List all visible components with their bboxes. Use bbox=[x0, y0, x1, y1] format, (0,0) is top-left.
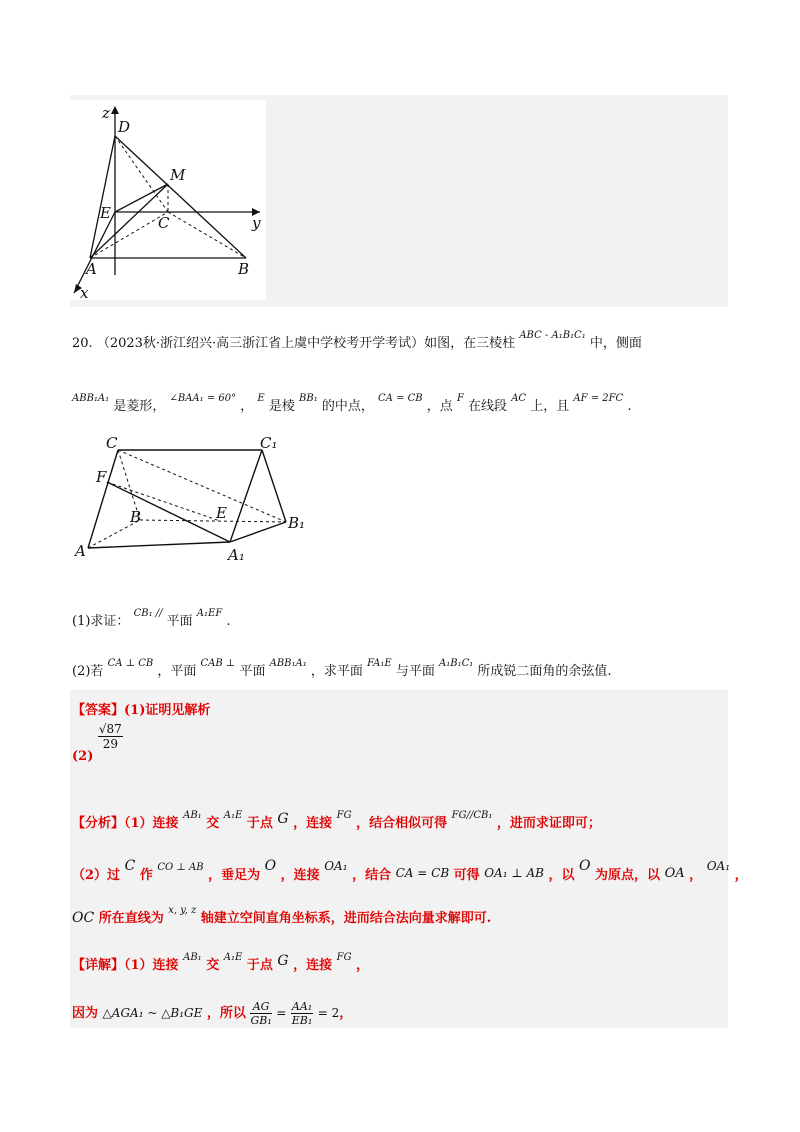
detail-text: ， bbox=[339, 1006, 353, 1021]
fraction-ag-gb1 bbox=[250, 1000, 271, 1027]
analysis-text: 交 bbox=[206, 816, 220, 831]
detail-text: 因为 bbox=[72, 1006, 99, 1021]
math-c: C bbox=[124, 858, 136, 874]
answer-numerator: √87 bbox=[98, 722, 122, 736]
math-F: F bbox=[456, 393, 464, 404]
math-a1ef: A₁EF bbox=[196, 608, 223, 619]
q1-end: . bbox=[226, 614, 231, 629]
analysis-text: 所在直线为 bbox=[98, 911, 164, 926]
math-prism: ABC - A₁B₁C₁ bbox=[519, 330, 586, 341]
label-C: C bbox=[158, 214, 170, 232]
answer-part-1: (1)证明见解析 bbox=[124, 703, 211, 718]
problem-text: 上，且 bbox=[530, 399, 570, 414]
fraction-numerator: AG bbox=[250, 1000, 271, 1014]
label-A: A bbox=[86, 260, 97, 278]
analysis-text: ，结合相似可得 bbox=[356, 816, 448, 831]
fraction-denominator: EB₁ bbox=[291, 1014, 313, 1027]
analysis-text: 为原点，以 bbox=[595, 868, 661, 883]
math-similar-triangles: △AGA₁ ~ △B₁GE bbox=[102, 1006, 203, 1020]
solution-background bbox=[70, 690, 731, 1028]
analysis-text: 作 bbox=[139, 868, 153, 883]
problem-source: （2023秋·浙江绍兴·高三浙江省上虞中学校考开学考试）如图，在三棱柱 bbox=[96, 336, 516, 351]
math-cab-perp: CAB ⊥ bbox=[200, 658, 236, 669]
math-BB1: BB₁ bbox=[299, 393, 318, 404]
label-F: F bbox=[96, 468, 107, 486]
detail-line-2 bbox=[72, 1000, 352, 1027]
question-1 bbox=[72, 610, 231, 629]
label-B1: B₁ bbox=[288, 514, 306, 532]
label-E: E bbox=[216, 504, 227, 522]
problem-text: ， bbox=[240, 399, 254, 414]
math-o: O bbox=[579, 858, 591, 874]
problem-text: 在线段 bbox=[468, 399, 508, 414]
label-A: A bbox=[75, 542, 86, 560]
q2-text: 与平面 bbox=[395, 664, 435, 679]
problem-line-1 bbox=[72, 332, 642, 351]
analysis-text: ，进而求证即可； bbox=[496, 816, 601, 831]
q2-text: 所成锐二面角的余弦值. bbox=[477, 664, 612, 679]
label-B: B bbox=[238, 260, 250, 278]
fraction-aa1-eb1 bbox=[291, 1000, 313, 1027]
math-fg: FG bbox=[336, 952, 352, 963]
question-2 bbox=[72, 660, 612, 679]
analysis-line-2 bbox=[72, 858, 748, 883]
q2-text: ，平面 bbox=[157, 664, 197, 679]
q1-prefix: (1)求证： bbox=[72, 614, 130, 629]
analysis-text: ，以 bbox=[548, 868, 575, 883]
detail-text: 于点 bbox=[246, 958, 273, 973]
math-oa: OA bbox=[664, 866, 685, 881]
math-fg: FG bbox=[336, 810, 352, 821]
problem-text: ，点 bbox=[426, 399, 453, 414]
math-abb1a1: ABB₁A₁ bbox=[269, 658, 307, 669]
label-x: x bbox=[80, 284, 89, 300]
problem-text: 的中点， bbox=[321, 399, 374, 414]
math-o: O bbox=[264, 858, 277, 874]
analysis-text: 可得 bbox=[453, 868, 480, 883]
math-ab1: AB₁ bbox=[183, 952, 202, 963]
answer-denominator: 29 bbox=[102, 737, 118, 751]
analysis-text: ， bbox=[689, 868, 703, 883]
problem-text: . bbox=[627, 399, 632, 414]
analysis-text: （2）过 bbox=[72, 868, 121, 883]
math-co-perp-ab: CO ⊥ AB bbox=[157, 862, 204, 873]
detail-text: ，连接 bbox=[293, 958, 333, 973]
math-AC: AC bbox=[511, 393, 527, 404]
detail-line-1 bbox=[72, 954, 369, 973]
fraction-numerator: AA₁ bbox=[291, 1000, 313, 1013]
label-B: B bbox=[130, 508, 142, 526]
math-oa1-perp-ab: OA₁ ⊥ AB bbox=[484, 866, 544, 880]
math-oa1: OA₁ bbox=[706, 859, 731, 873]
answer-fraction bbox=[98, 722, 123, 751]
label-M: M bbox=[170, 166, 186, 184]
math-g: G bbox=[277, 953, 289, 969]
detail-text: 交 bbox=[206, 958, 220, 973]
problem-text: 是菱形， bbox=[113, 399, 166, 414]
math-angle: ∠BAA₁ = 60° bbox=[169, 393, 237, 404]
answer-line-1 bbox=[72, 699, 210, 718]
math-a1e: A₁E bbox=[223, 952, 243, 963]
analysis-line-1 bbox=[72, 812, 601, 831]
analysis-label: 【分析】 bbox=[72, 816, 125, 831]
label-D: D bbox=[118, 118, 131, 136]
fraction-denominator: GB₁ bbox=[250, 1014, 272, 1027]
analysis-text: ，连接 bbox=[293, 816, 333, 831]
analysis-text: 于点 bbox=[246, 816, 273, 831]
coordinate-figure-svg bbox=[70, 100, 266, 300]
detail-text: ， bbox=[356, 958, 370, 973]
math-af: AF = 2FC bbox=[573, 393, 624, 404]
q2-text: 平面 bbox=[239, 664, 266, 679]
math-a1e: A₁E bbox=[223, 810, 243, 821]
figure-2 bbox=[70, 430, 330, 574]
math-fg-parallel-cb1: FG//CB₁ bbox=[451, 810, 493, 821]
analysis-text: ， bbox=[734, 868, 748, 883]
q2-text: ，求平面 bbox=[310, 664, 363, 679]
math-E: E bbox=[257, 393, 265, 404]
detail-label: 【详解】 bbox=[72, 958, 125, 973]
analysis-text: ，垂足为 bbox=[208, 868, 261, 883]
label-C1: C₁ bbox=[260, 434, 278, 452]
math-xyz: x, y, z bbox=[168, 905, 197, 916]
label-E: E bbox=[100, 204, 111, 222]
q1-text: 平面 bbox=[166, 614, 193, 629]
analysis-line-3 bbox=[72, 907, 491, 926]
math-g: G bbox=[277, 811, 289, 827]
problem-number: 20. bbox=[72, 336, 93, 351]
answer-label: 【答案】 bbox=[72, 703, 125, 718]
label-y: y bbox=[252, 214, 261, 232]
math-oa1: OA₁ bbox=[324, 859, 348, 873]
prism-figure-svg bbox=[70, 430, 330, 570]
equals-two: = 2 bbox=[317, 1006, 340, 1020]
figure-1 bbox=[70, 100, 266, 300]
equals-sign: = bbox=[276, 1006, 287, 1020]
math-face: ABB₁A₁ bbox=[72, 393, 110, 404]
math-ca-cb: CA = CB bbox=[378, 393, 423, 404]
analysis-text: ，结合 bbox=[352, 868, 392, 883]
analysis-text: 轴建立空间直角坐标系，进而结合法向量求解即可. bbox=[200, 911, 492, 926]
analysis-text: ，连接 bbox=[280, 868, 320, 883]
q2-prefix: (2)若 bbox=[72, 664, 104, 679]
problem-text: 中，侧面 bbox=[589, 336, 642, 351]
problem-line-2 bbox=[72, 395, 632, 414]
detail-text: ，所以 bbox=[206, 1006, 246, 1021]
detail-text: （1）连接 bbox=[124, 958, 179, 973]
math-a1b1c1: A₁B₁C₁ bbox=[438, 658, 474, 669]
answer-line-2 bbox=[72, 722, 123, 764]
math-ab1: AB₁ bbox=[183, 810, 202, 821]
label-C: C bbox=[106, 434, 118, 452]
label-z: z bbox=[102, 104, 110, 122]
math-oc: OC bbox=[72, 910, 95, 926]
math-fa1e: FA₁E bbox=[367, 658, 392, 669]
analysis-text: （1）连接 bbox=[124, 816, 179, 831]
math-ca-eq-cb: CA = CB bbox=[395, 866, 450, 880]
answer-part-2-prefix: (2) bbox=[72, 749, 94, 764]
problem-text: 是棱 bbox=[268, 399, 295, 414]
math-ca-perp-cb: CA ⊥ CB bbox=[107, 658, 154, 669]
label-A1: A₁ bbox=[228, 546, 245, 564]
math-cb1: CB₁ // bbox=[133, 608, 163, 619]
